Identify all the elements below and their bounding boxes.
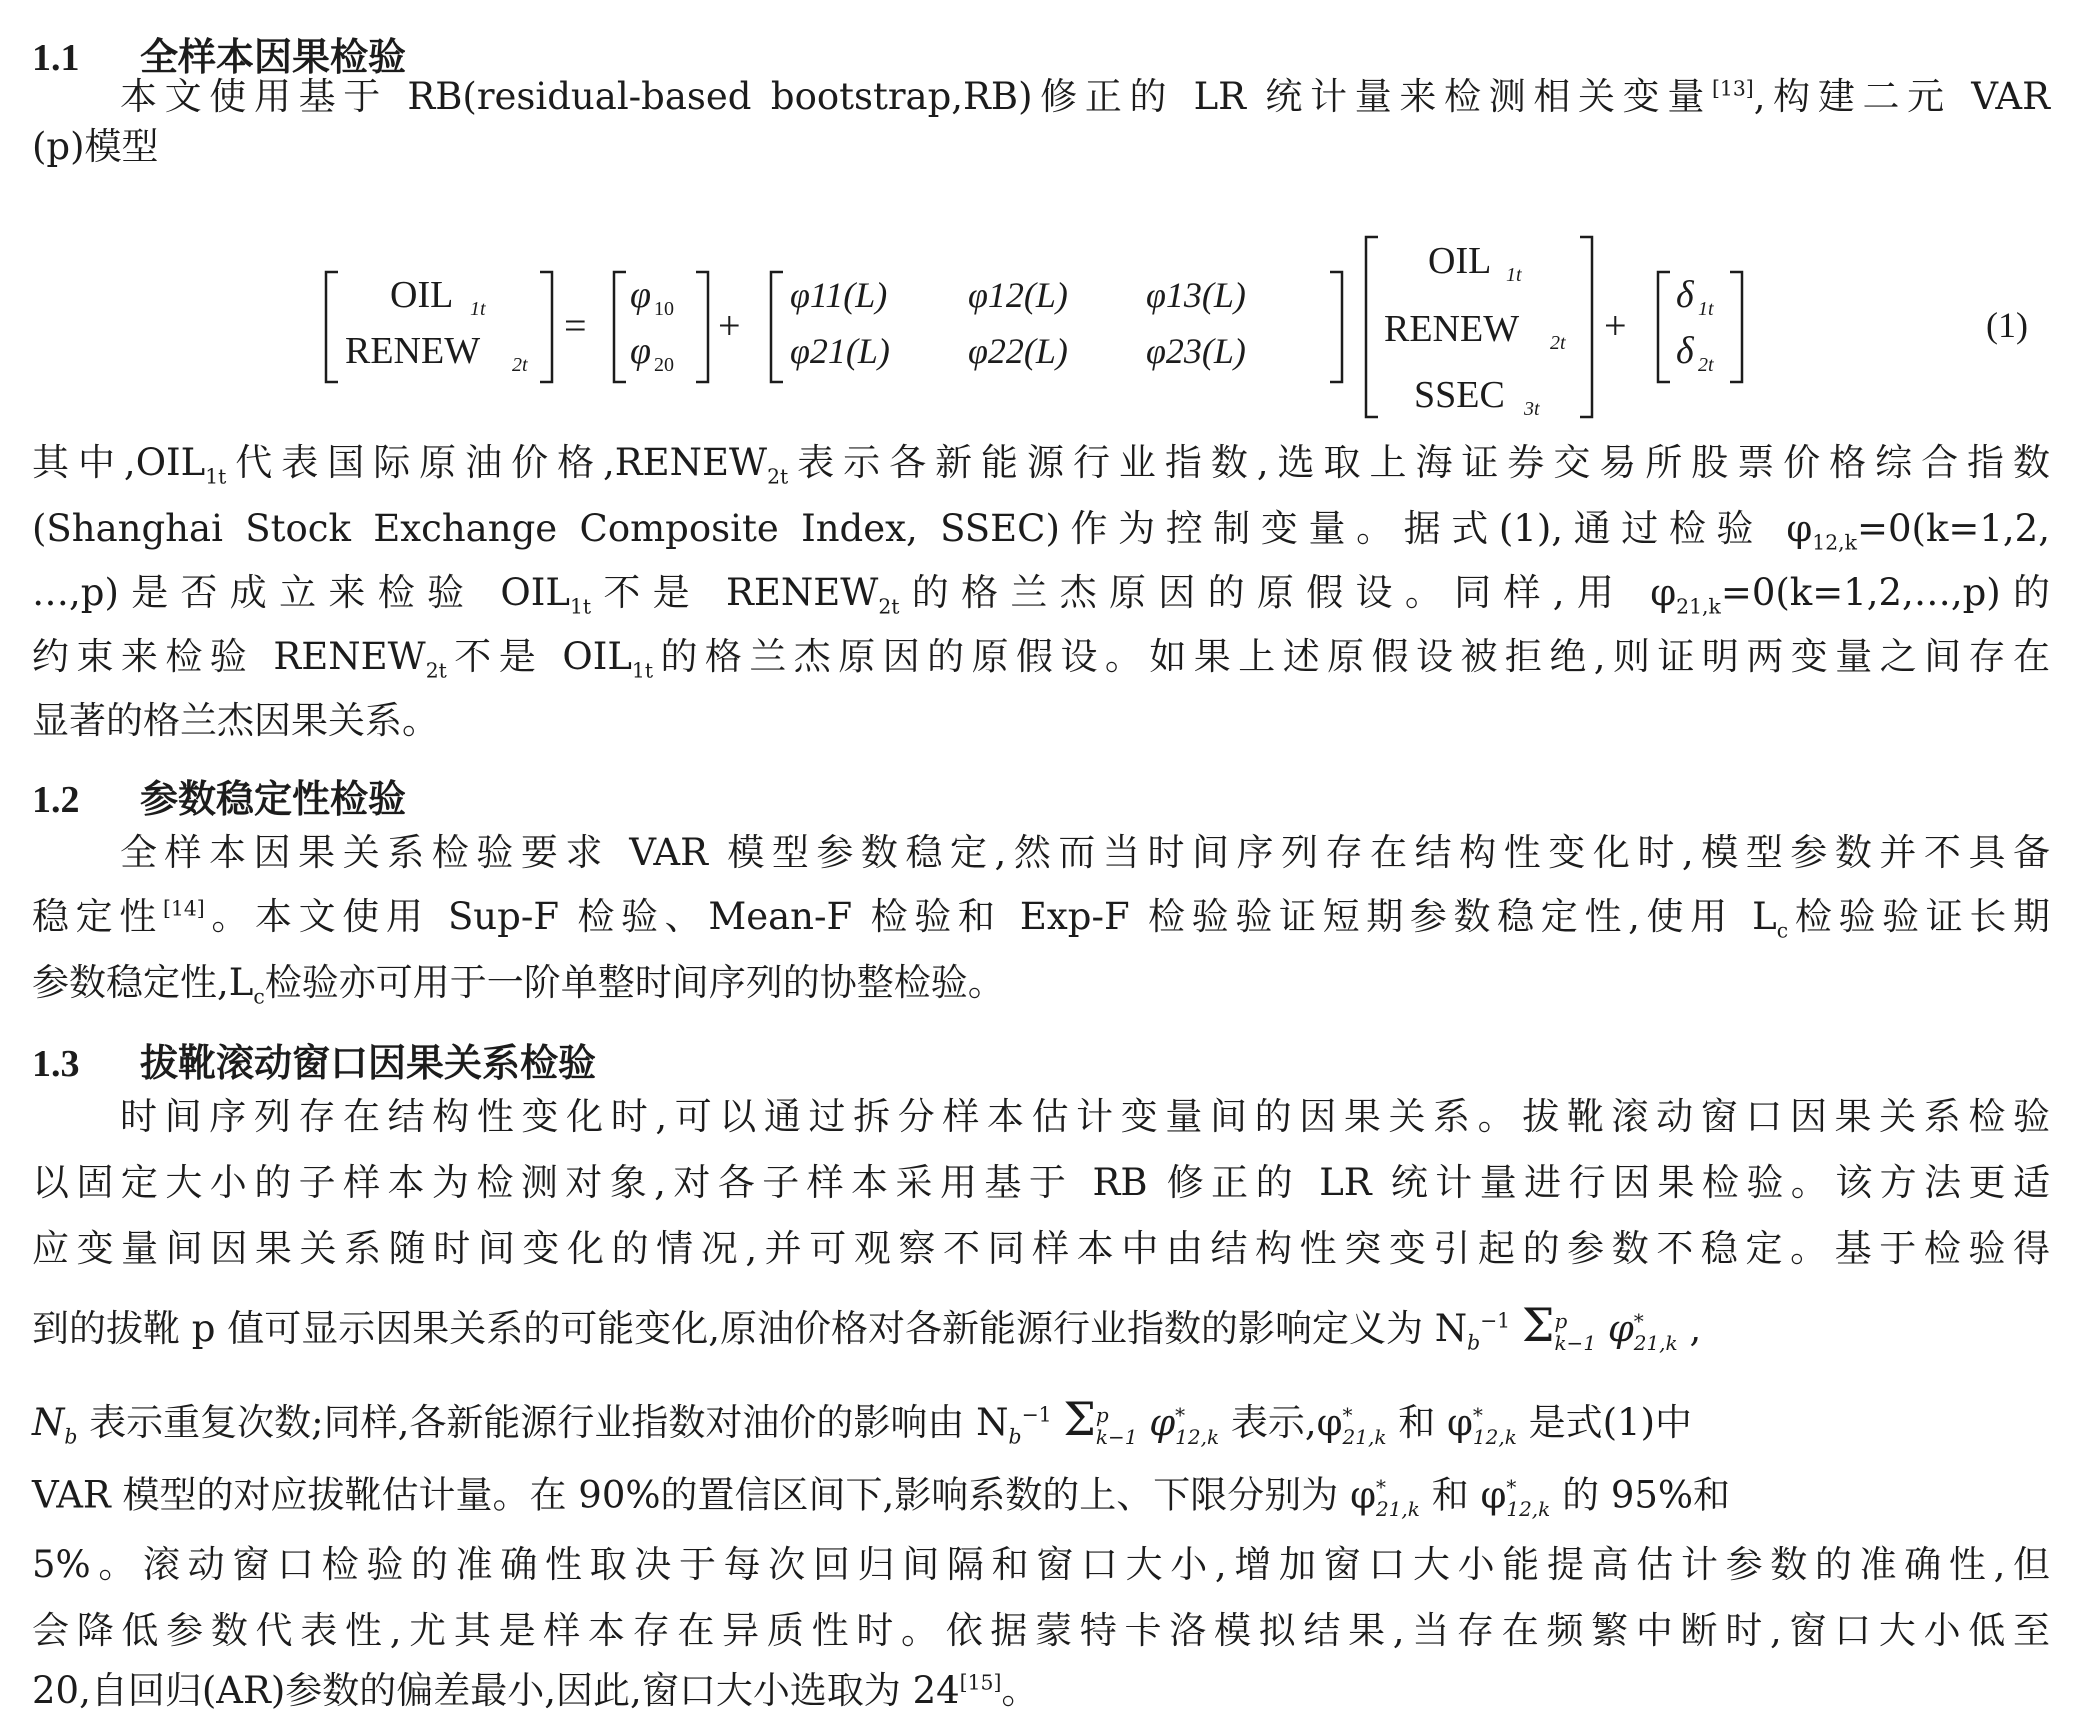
section-heading-1-2: 1.2 参数稳定性检验 — [32, 777, 407, 821]
svg-text:δ: δ — [1676, 330, 1694, 372]
equation-number: (1) — [1986, 305, 2028, 345]
paragraph-line: (p)模型 — [32, 125, 159, 168]
bracket-right — [540, 272, 552, 382]
citation-ref: [14] — [162, 896, 205, 921]
paragraph-line: 应变量间因果关系随时间变化的情况,并可观察不同样本中由结构性突变引起的参数不稳定。基于检验得 — [32, 1227, 2050, 1270]
svg-text:φ: φ — [630, 330, 652, 372]
eq-coef: φ12(L) — [968, 275, 1068, 315]
citation-ref: [15] — [959, 1670, 1002, 1695]
paragraph-line: 时间序列存在结构性变化时,可以通过拆分样本估计变量间的因果关系。拔靴滚动窗口因果关系检验 — [120, 1095, 2050, 1138]
svg-text:20: 20 — [654, 354, 674, 376]
svg-text:2t: 2t — [1698, 354, 1714, 376]
bracket-right — [1580, 237, 1592, 417]
eq-plus: + — [1604, 303, 1627, 348]
section-title: 拔靴滚动窗口因果关系检验 — [140, 1041, 597, 1085]
eq-coef: φ22(L) — [968, 331, 1068, 371]
svg-text:3t: 3t — [1524, 398, 1540, 420]
bracket-left — [614, 272, 626, 382]
svg-text:1t: 1t — [1506, 264, 1522, 286]
paragraph-line: 参数稳定性$,L_c$检验亦可用于一阶单整时间序列的协整检验。 — [32, 961, 1005, 1009]
eq-equals: = — [564, 303, 587, 348]
paragraph-line: 本文使用基于 RB(residual-based bootstrap,RB)修正的 LR 统计量来检测相关变量[13],构建二元 VAR — [120, 75, 2050, 118]
eq-coef: φ11(L) — [790, 275, 888, 315]
equation-1 — [0, 225, 2083, 430]
paragraph-line: 到的拔靴 p 值可显示因果关系的可能变化,原油价格对各新能源行业指数的影响定义为 $N_b^{-1}$ Σ p k−1 φ * 21,k , — [32, 1298, 1702, 1355]
svg-text:2t: 2t — [1550, 332, 1566, 354]
section-title: 全样本因果检验 — [140, 35, 407, 79]
svg-text:1t: 1t — [470, 298, 486, 320]
section-heading-1-3: 1.3 拔靴滚动窗口因果关系检验 — [32, 1041, 597, 1085]
bracket-left — [1658, 272, 1670, 382]
citation-ref: [13] — [1711, 76, 1754, 101]
paragraph-line: 约束来检验 $RENEW_{2t}$不是 $OIL_{1t}$的格兰杰原因的原假设。如果上述原假设被拒绝,则证明两变量之间存在 — [32, 635, 2051, 683]
paragraph-line: …,p)是否成立来检验 $OIL_{1t}$不是 $RENEW_{2t}$的格兰杰原因的原假设。同样,用 $\varphi_{21,k}=0(k=1,2,\dots,p)$的 — [32, 571, 2051, 619]
svg-text:10: 10 — [654, 298, 674, 320]
bracket-left — [1366, 237, 1378, 417]
bracket-right — [1730, 272, 1742, 382]
eq-lhs-renew: RENEW — [345, 330, 481, 372]
eq-coef: φ23(L) — [1146, 331, 1246, 371]
paragraph-line: 其中$,OIL_{1t}$代表国际原油价格$,RENEW_{2t}$表示各新能源行业指数,选取上海证券交易所股票价格综合指数 — [32, 441, 2050, 489]
paragraph-line: 会降低参数代表性,尤其是样本存在异质性时。依据蒙特卡洛模拟结果,当存在频繁中断时,窗口大小低至 — [32, 1609, 2050, 1652]
eq-lhs-oil: OIL — [390, 274, 454, 316]
paragraph-line: 20,自回归(AR)参数的偏差最小,因此,窗口大小选取为 24[15]。 — [32, 1669, 1039, 1712]
svg-text:2t: 2t — [512, 354, 528, 376]
paragraph-line: 稳定性[14]。本文使用 Sup-F 检验、Mean-F 检验和 Exp-F 检验验证短期参数稳定性,使用 $L_c$检验验证长期 — [32, 895, 2051, 943]
bracket-right — [1330, 272, 1342, 382]
bracket-left — [326, 272, 338, 382]
section-heading-1-1: 1.1 全样本因果检验 — [32, 35, 407, 79]
eq-coef: φ13(L) — [1146, 275, 1246, 315]
bracket-left — [771, 272, 783, 382]
paragraph-line: 全样本因果关系检验要求 VAR 模型参数稳定,然而当时间序列存在结构性变化时,模型参数并不具备 — [120, 831, 2050, 874]
paragraph-line: (Shanghai Stock Exchange Composite Index, SSEC)作为控制变量。据式(1),通过检验 $\varphi_{12,k}=0(k=1,2$, — [32, 507, 2050, 555]
svg-text:RENEW: RENEW — [1384, 308, 1520, 350]
eq-coef: φ21(L) — [790, 331, 890, 371]
paragraph-line: 显著的格兰杰因果关系。 — [32, 699, 439, 742]
section-title: 参数稳定性检验 — [140, 777, 407, 821]
paragraph-line: VAR 模型的对应拔靴估计量。在 90%的置信区间下,影响系数的上、下限分别为 φ * 21,k 和 φ * 12,k 的 95%和 — [32, 1473, 1731, 1521]
bracket-right — [696, 272, 708, 382]
eq-plus: + — [718, 303, 741, 348]
svg-text:φ: φ — [630, 274, 652, 316]
svg-text:OIL: OIL — [1428, 240, 1492, 282]
paragraph-line: $N_b$ 表示重复次数;同样,各新能源行业指数对油价的影响由 $N_b^{-1}$ Σ p k−1 φ * 12,k 表示,φ * 21,k 和 φ * 12,k 是式(1)中 — [32, 1392, 1693, 1449]
svg-text:δ: δ — [1676, 274, 1694, 316]
svg-text:1t: 1t — [1698, 298, 1714, 320]
paragraph-line: 5%。滚动窗口检验的准确性取决于每次回归间隔和窗口大小,增加窗口大小能提高估计参数的准确性,但 — [32, 1543, 2050, 1586]
svg-text:SSEC: SSEC — [1414, 374, 1505, 416]
paragraph-line: 以固定大小的子样本为检测对象,对各子样本采用基于 RB 修正的 LR 统计量进行因果检验。该方法更适 — [32, 1161, 2050, 1204]
